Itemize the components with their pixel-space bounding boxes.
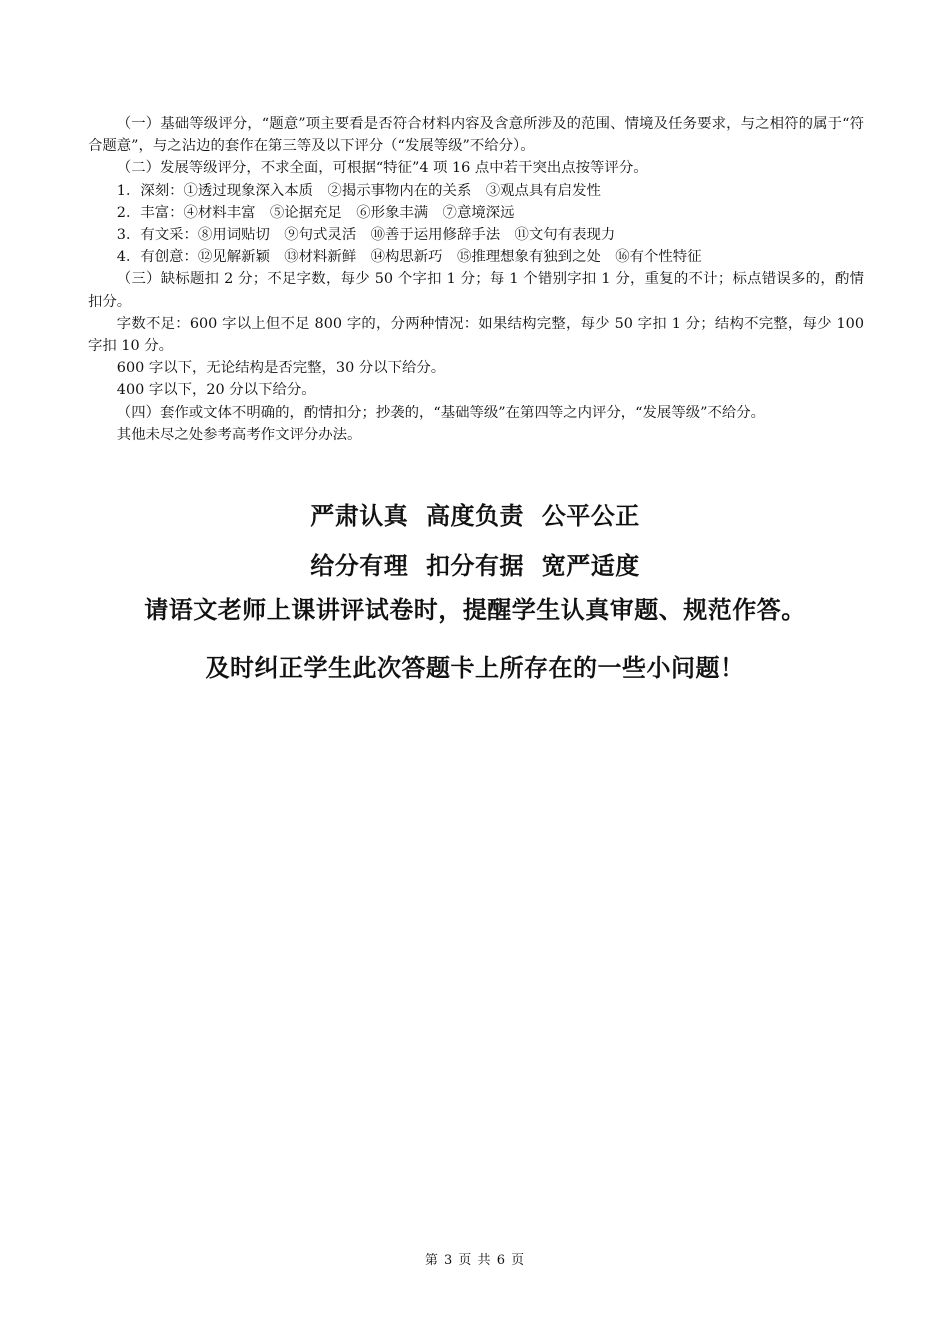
- criterion-creativity: 4．有创意：⑫见解新颖 ⑬材料新鲜 ⑭构思新巧 ⑮推理想象有独到之处 ⑯有个性特征: [116, 249, 702, 266]
- criterion-literary-style: 3．有文采：⑧用词贴切 ⑨句式灵活 ⑩善于运用修辞手法 ⑪文句有表现力: [116, 227, 616, 244]
- slogan-line-4: 及时纠正学生此次答题卡上所存在的一些小问题！: [205, 654, 745, 682]
- rule-basic-level: （一）基础等级评分，“题意”项主要看是否符合材料内容及含意所涉及的范围、情境及任务要求，与之相符的属于“符合题意”，与之沾边的套作在第三等及以下评分（“发展等级”不给分）。: [88, 116, 864, 155]
- rule-development-level: （二）发展等级评分，不求全面，可根据“特征”4 项 16 点中若干突出点按等评分。: [116, 160, 648, 177]
- rule-other: 其他未尽之处参考高考作文评分办法。: [116, 426, 362, 443]
- slogan-line-3: 请语文老师上课讲评试卷时，提醒学生认真审题、规范作答。: [144, 596, 806, 624]
- slogan-line-2: 给分有理 扣分有据 宽严适度: [310, 552, 640, 580]
- page-number: 第 3 页 共 6 页: [424, 1253, 526, 1268]
- rule-plagiarism: （四）套作或文体不明确的，酌情扣分；抄袭的，“基础等级”在第四等之内评分，“发展等级”不给分。: [116, 404, 766, 421]
- criterion-richness: 2．丰富：④材料丰富 ⑤论据充足 ⑥形象丰满 ⑦意境深远: [116, 204, 515, 221]
- criterion-depth: 1．深刻：①透过现象深入本质 ②揭示事物内在的关系 ③观点具有启发性: [116, 182, 601, 199]
- rule-word-count-short: 字数不足：600 字以上但不足 800 字的，分两种情况：如果结构完整，每少 50 字扣 1 分；结构不完整，每少 100 字扣 10 分。: [88, 315, 864, 355]
- rule-deductions: （三）缺标题扣 2 分；不足字数，每少 50 个字扣 1 分；每 1 个错别字扣 1 分，重复的不计；标点错误多的，酌情扣分。: [88, 271, 864, 310]
- scoring-rules: [88, 113, 864, 446]
- rule-under-400: 400 字以下，20 分以下给分。: [116, 382, 316, 399]
- slogan-line-1: 严肃认真 高度负责 公平公正: [310, 502, 640, 530]
- rule-under-600: 600 字以下，无论结构是否完整，30 分以下给分。: [116, 360, 446, 377]
